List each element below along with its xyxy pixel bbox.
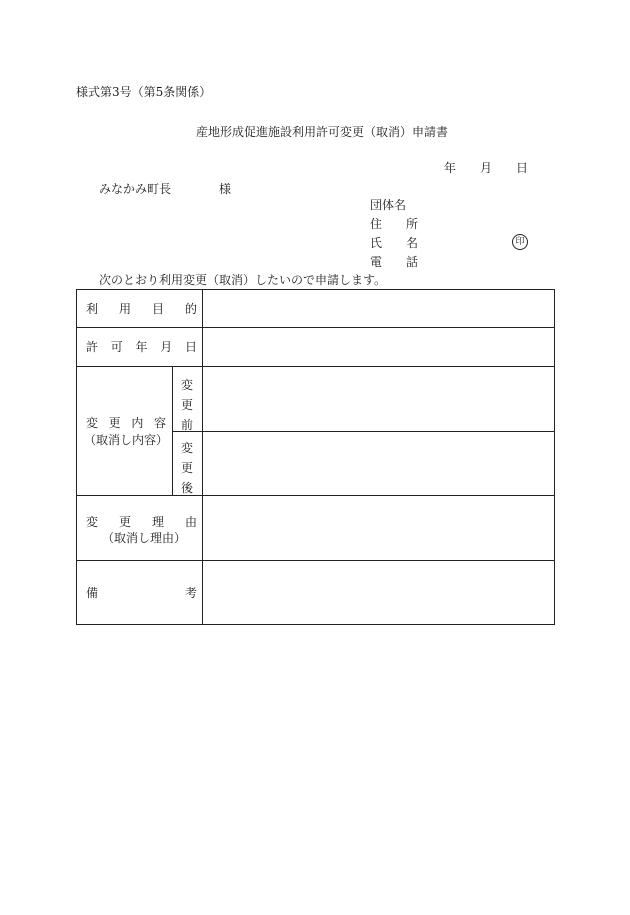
form-number: 様式第3号（第5条関係） — [76, 85, 212, 99]
purpose-label — [86, 303, 197, 315]
remarks-label — [86, 587, 197, 599]
label-char: 用 — [118, 302, 131, 316]
reason-label — [86, 516, 197, 528]
column-divider — [172, 366, 173, 495]
after-change-label — [181, 438, 195, 498]
date-month: 月 — [480, 161, 493, 175]
label-char: 備 — [86, 586, 99, 600]
label-char: 考 — [184, 586, 197, 600]
permit-date-label — [86, 341, 197, 353]
label-char: 話 — [405, 255, 418, 269]
label-char: 更 — [118, 515, 131, 529]
before-change-label — [181, 375, 195, 435]
label-char: 容 — [153, 416, 166, 430]
applicant-name-label — [370, 237, 418, 249]
application-table — [76, 289, 555, 625]
applicant-phone-label — [370, 256, 418, 268]
before-change-field[interactable] — [203, 367, 554, 431]
reason-field[interactable] — [203, 496, 554, 560]
after-change-field[interactable] — [203, 432, 554, 495]
label-char: 前 — [181, 418, 194, 432]
label-char: 利 — [86, 302, 99, 316]
label-char: 電 — [370, 255, 383, 269]
label-char: 名 — [405, 236, 418, 250]
label-char: 変 — [181, 378, 194, 392]
seal-mark: 印 — [512, 234, 528, 250]
label-char: 由 — [184, 515, 197, 529]
label-char: 変 — [86, 416, 99, 430]
label-char: 的 — [184, 302, 197, 316]
label-char: 後 — [181, 481, 194, 495]
label-char: 目 — [151, 302, 164, 316]
label-char: 更 — [181, 461, 194, 475]
intro-text: 次のとおり利用変更（取消）したいので申請します。 — [99, 273, 387, 287]
label-char: 年 — [135, 340, 148, 354]
label-char: 許 — [86, 340, 99, 354]
label-char: 日 — [184, 340, 197, 354]
applicant-address-label — [370, 218, 418, 230]
label-char: 所 — [405, 217, 418, 231]
permit-date-field[interactable] — [203, 328, 554, 366]
change-content-label — [86, 417, 166, 429]
page-title: 産地形成促進施設利用許可変更（取消）申請書 — [196, 125, 449, 139]
label-char: 変 — [181, 441, 194, 455]
label-char: 更 — [108, 416, 121, 430]
remarks-field[interactable] — [203, 561, 554, 624]
label-char: 可 — [110, 340, 123, 354]
addressee-name: みなかみ町長 — [99, 182, 172, 196]
label-char: 理 — [151, 515, 164, 529]
label-char: 変 — [86, 515, 99, 529]
change-content-sublabel: （取消し内容） — [84, 433, 169, 447]
label-char: 月 — [160, 340, 173, 354]
purpose-field[interactable] — [203, 290, 554, 327]
addressee-honorific: 様 — [219, 182, 232, 196]
reason-sublabel: （取消し理由） — [102, 531, 187, 545]
label-char: 内 — [131, 416, 144, 430]
applicant-group-name-label: 団体名 — [370, 198, 407, 212]
label-char: 住 — [370, 217, 383, 231]
date-day: 日 — [516, 161, 529, 175]
date-year: 年 — [444, 161, 457, 175]
label-char: 更 — [181, 398, 194, 412]
label-char: 氏 — [370, 236, 383, 250]
